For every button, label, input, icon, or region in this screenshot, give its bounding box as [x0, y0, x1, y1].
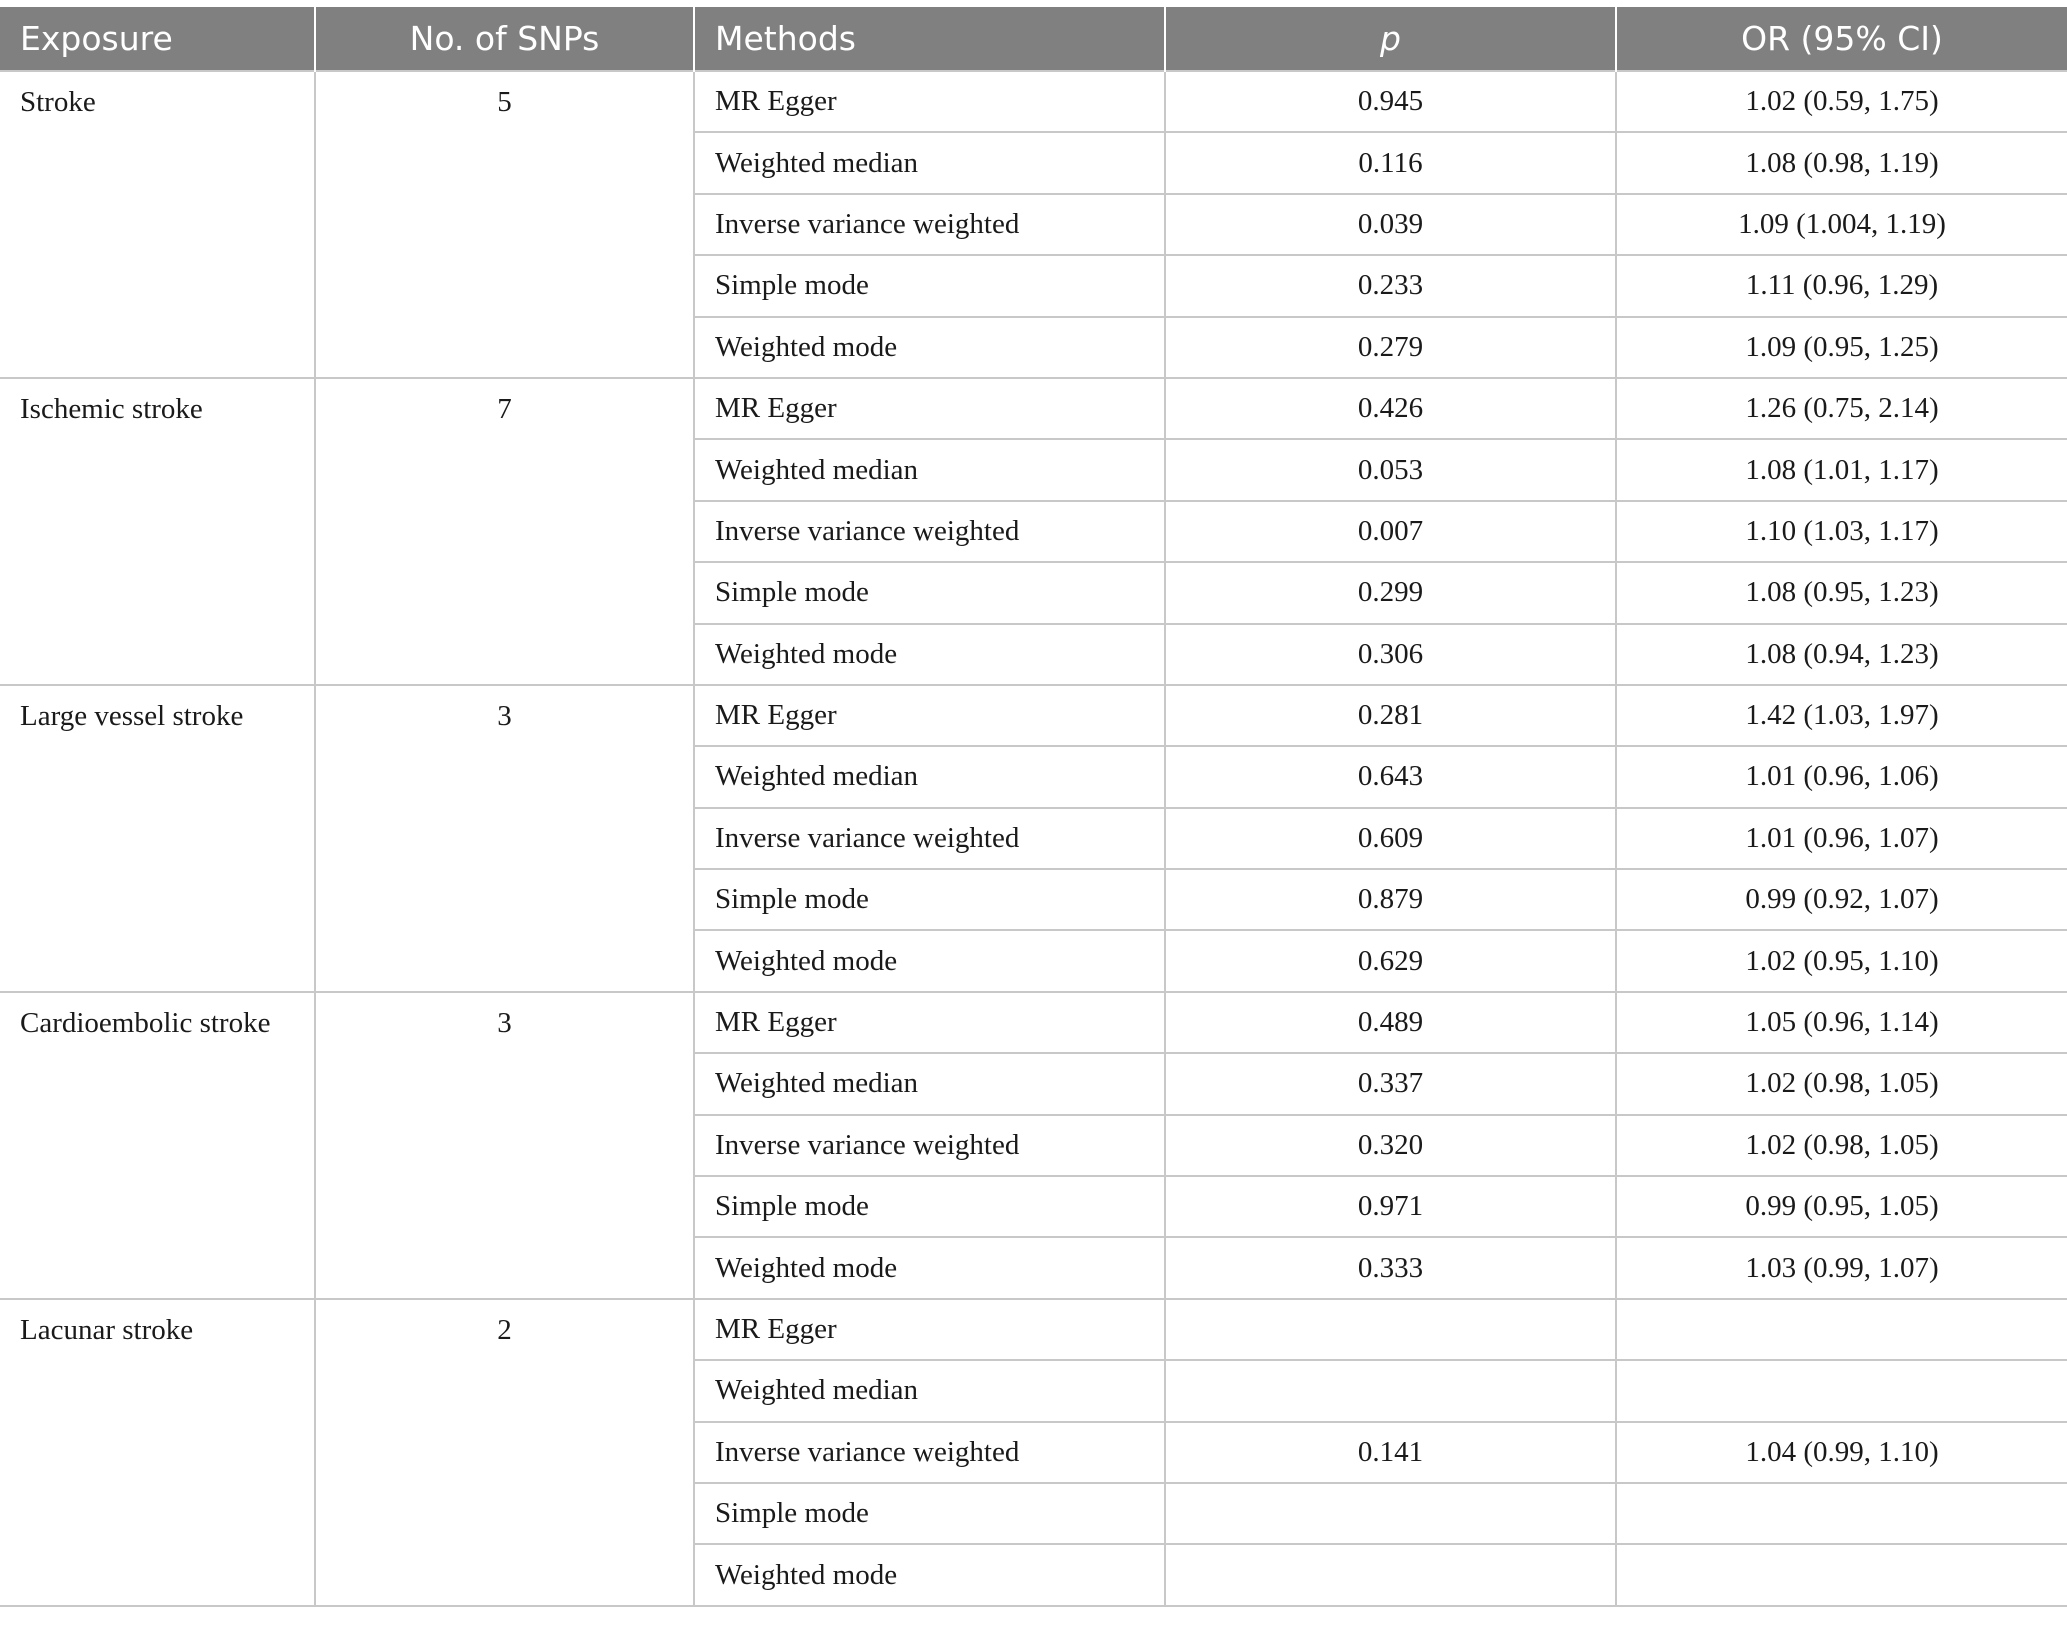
header-row: [0, 7, 2067, 71]
or-ci-cell: 1.09 (0.95, 1.25): [1616, 317, 2067, 378]
p-value-cell: 0.053: [1165, 439, 1616, 500]
method-cell: Weighted median: [694, 132, 1165, 193]
or-ci-cell: [1616, 1299, 2067, 1360]
p-value-cell: 0.299: [1165, 562, 1616, 623]
method-cell: Simple mode: [694, 869, 1165, 930]
method-cell: Weighted mode: [694, 1544, 1165, 1605]
or-ci-cell: 1.02 (0.98, 1.05): [1616, 1115, 2067, 1176]
method-cell: MR Egger: [694, 685, 1165, 746]
p-value-cell: 0.643: [1165, 746, 1616, 807]
or-ci-cell: 1.10 (1.03, 1.17): [1616, 501, 2067, 562]
or-ci-cell: 1.04 (0.99, 1.10): [1616, 1422, 2067, 1483]
results-table: [0, 7, 2067, 1607]
or-ci-cell: 1.11 (0.96, 1.29): [1616, 255, 2067, 316]
method-cell: Inverse variance weighted: [694, 194, 1165, 255]
method-cell: Simple mode: [694, 1483, 1165, 1544]
method-cell: Inverse variance weighted: [694, 501, 1165, 562]
or-ci-cell: 1.08 (0.95, 1.23): [1616, 562, 2067, 623]
or-ci-cell: 1.02 (0.98, 1.05): [1616, 1053, 2067, 1114]
method-cell: Weighted median: [694, 746, 1165, 807]
p-value-cell: 0.489: [1165, 992, 1616, 1053]
p-value-cell: 0.629: [1165, 930, 1616, 991]
header-or: OR (95% CI): [1616, 7, 2067, 71]
method-cell: Weighted median: [694, 439, 1165, 500]
exposure-cell: Cardioembolic stroke: [0, 992, 315, 1299]
p-value-cell: 0.233: [1165, 255, 1616, 316]
or-ci-cell: 1.05 (0.96, 1.14): [1616, 992, 2067, 1053]
method-cell: Weighted mode: [694, 1237, 1165, 1298]
method-cell: MR Egger: [694, 992, 1165, 1053]
table-row: [0, 685, 2067, 746]
snps-cell: 2: [315, 1299, 694, 1606]
or-ci-cell: 1.01 (0.96, 1.06): [1616, 746, 2067, 807]
p-value-cell: 0.337: [1165, 1053, 1616, 1114]
or-ci-cell: 1.01 (0.96, 1.07): [1616, 808, 2067, 869]
exposure-cell: Ischemic stroke: [0, 378, 315, 685]
method-cell: Weighted mode: [694, 624, 1165, 685]
method-cell: Weighted median: [694, 1360, 1165, 1421]
or-ci-cell: [1616, 1544, 2067, 1605]
table-row: [0, 378, 2067, 439]
table-row: [0, 1299, 2067, 1360]
or-ci-cell: 1.02 (0.59, 1.75): [1616, 71, 2067, 132]
p-value-cell: 0.971: [1165, 1176, 1616, 1237]
p-value-cell: 0.141: [1165, 1422, 1616, 1483]
p-value-cell: 0.039: [1165, 194, 1616, 255]
p-value-cell: 0.879: [1165, 869, 1616, 930]
method-cell: MR Egger: [694, 1299, 1165, 1360]
exposure-cell: Large vessel stroke: [0, 685, 315, 992]
or-ci-cell: 0.99 (0.95, 1.05): [1616, 1176, 2067, 1237]
or-ci-cell: [1616, 1483, 2067, 1544]
method-cell: Simple mode: [694, 255, 1165, 316]
or-ci-cell: 1.08 (1.01, 1.17): [1616, 439, 2067, 500]
method-cell: Inverse variance weighted: [694, 808, 1165, 869]
p-value-cell: [1165, 1483, 1616, 1544]
p-value-cell: 0.426: [1165, 378, 1616, 439]
or-ci-cell: 1.26 (0.75, 2.14): [1616, 378, 2067, 439]
table-body: [0, 71, 2067, 1606]
exposure-cell: Stroke: [0, 71, 315, 378]
snps-cell: 3: [315, 685, 694, 992]
or-ci-cell: 1.08 (0.94, 1.23): [1616, 624, 2067, 685]
or-ci-cell: 1.08 (0.98, 1.19): [1616, 132, 2067, 193]
method-cell: Simple mode: [694, 1176, 1165, 1237]
or-ci-cell: 1.09 (1.004, 1.19): [1616, 194, 2067, 255]
p-value-cell: 0.306: [1165, 624, 1616, 685]
table-header: [0, 7, 2067, 71]
snps-cell: 7: [315, 378, 694, 685]
p-value-cell: [1165, 1299, 1616, 1360]
p-value-cell: [1165, 1544, 1616, 1605]
or-ci-cell: 0.99 (0.92, 1.07): [1616, 869, 2067, 930]
method-cell: Inverse variance weighted: [694, 1422, 1165, 1483]
p-value-cell: 0.945: [1165, 71, 1616, 132]
method-cell: Simple mode: [694, 562, 1165, 623]
or-ci-cell: [1616, 1360, 2067, 1421]
table-row: [0, 71, 2067, 132]
method-cell: Inverse variance weighted: [694, 1115, 1165, 1176]
method-cell: Weighted mode: [694, 317, 1165, 378]
header-snps: No. of SNPs: [315, 7, 694, 71]
method-cell: MR Egger: [694, 378, 1165, 439]
header-p: p: [1165, 7, 1616, 71]
p-value-cell: 0.320: [1165, 1115, 1616, 1176]
snps-cell: 5: [315, 71, 694, 378]
p-value-cell: [1165, 1360, 1616, 1421]
header-methods: Methods: [694, 7, 1165, 71]
snps-cell: 3: [315, 992, 694, 1299]
p-value-cell: 0.116: [1165, 132, 1616, 193]
header-exposure: Exposure: [0, 7, 315, 71]
or-ci-cell: 1.03 (0.99, 1.07): [1616, 1237, 2067, 1298]
p-value-cell: 0.609: [1165, 808, 1616, 869]
p-value-cell: 0.007: [1165, 501, 1616, 562]
or-ci-cell: 1.42 (1.03, 1.97): [1616, 685, 2067, 746]
method-cell: MR Egger: [694, 71, 1165, 132]
p-value-cell: 0.279: [1165, 317, 1616, 378]
p-value-cell: 0.333: [1165, 1237, 1616, 1298]
method-cell: Weighted mode: [694, 930, 1165, 991]
exposure-cell: Lacunar stroke: [0, 1299, 315, 1606]
table-row: [0, 992, 2067, 1053]
method-cell: Weighted median: [694, 1053, 1165, 1114]
or-ci-cell: 1.02 (0.95, 1.10): [1616, 930, 2067, 991]
p-value-cell: 0.281: [1165, 685, 1616, 746]
